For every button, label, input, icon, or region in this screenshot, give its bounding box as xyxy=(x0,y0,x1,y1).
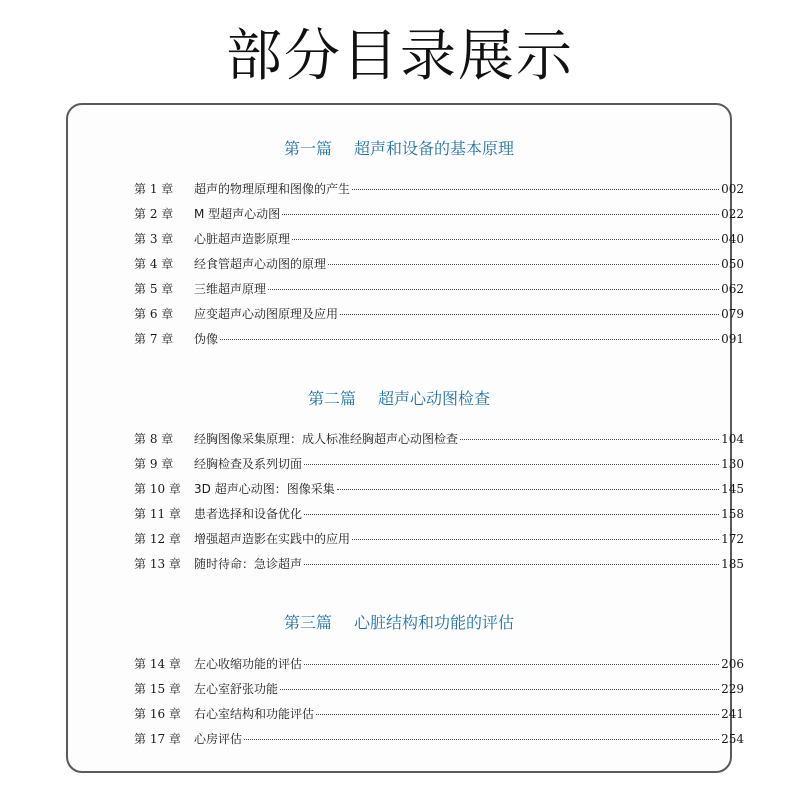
dot-leader xyxy=(337,489,719,490)
chapter-title: 经胸检查及系列切面 xyxy=(194,457,303,471)
chapter-number: 第 14 章 xyxy=(134,657,181,671)
part-name: 心脏结构和功能的评估 xyxy=(354,613,515,632)
toc-row[interactable] xyxy=(134,505,744,525)
page-number: 062 xyxy=(721,282,744,296)
chapter-number: 第 13 章 xyxy=(134,557,181,571)
dot-leader xyxy=(328,264,719,265)
dot-leader xyxy=(352,189,719,190)
part-label: 第三篇 xyxy=(283,613,332,632)
chapter-title: 三维超声原理 xyxy=(194,282,267,296)
page-number: 185 xyxy=(721,557,744,571)
page-number: 079 xyxy=(721,307,744,321)
dot-leader xyxy=(352,539,719,540)
page-number: 145 xyxy=(721,482,744,496)
dot-leader xyxy=(280,689,719,690)
part-label: 第二篇 xyxy=(307,389,356,408)
toc-row[interactable] xyxy=(134,455,744,475)
dot-leader xyxy=(268,289,719,290)
part-name: 超声和设备的基本原理 xyxy=(354,139,515,158)
part-title-2 xyxy=(68,386,730,409)
dot-leader xyxy=(304,564,719,565)
toc-row[interactable] xyxy=(134,330,744,350)
chapter-number: 第 3 章 xyxy=(134,232,174,246)
toc-row[interactable] xyxy=(134,180,744,200)
chapter-title: 应变超声心动图原理及应用 xyxy=(194,307,339,321)
dot-leader xyxy=(244,739,719,740)
chapter-title: 随时待命：急诊超声 xyxy=(194,557,303,571)
chapter-title: 心脏超声造影原理 xyxy=(194,232,291,246)
toc-panel xyxy=(66,103,744,773)
toc-row[interactable] xyxy=(134,730,744,750)
toc-row[interactable] xyxy=(134,555,744,575)
part-title-1 xyxy=(68,136,730,159)
chapter-title: 3D 超声心动图：图像采集 xyxy=(194,482,335,496)
chapter-number: 第 6 章 xyxy=(134,307,174,321)
page-number: 130 xyxy=(721,457,744,471)
chapter-title: M 型超声心动图 xyxy=(194,207,281,221)
chapter-number: 第 7 章 xyxy=(134,332,174,346)
dot-leader xyxy=(220,339,719,340)
page-number: 172 xyxy=(721,532,744,546)
toc-row[interactable] xyxy=(134,705,744,725)
toc-row[interactable] xyxy=(134,430,744,450)
chapter-number: 第 12 章 xyxy=(134,532,181,546)
chapter-title: 伪像 xyxy=(194,332,219,346)
chapter-number: 第 9 章 xyxy=(134,457,174,471)
chapter-number: 第 16 章 xyxy=(134,707,181,721)
page-number: 040 xyxy=(721,232,744,246)
chapter-number: 第 17 章 xyxy=(134,732,181,746)
chapter-number: 第 2 章 xyxy=(134,207,174,221)
page-number: 002 xyxy=(721,182,744,196)
part-name: 超声心动图检查 xyxy=(378,389,491,408)
chapter-number: 第 4 章 xyxy=(134,257,174,271)
chapter-title: 左心室舒张功能 xyxy=(194,682,279,696)
toc-row[interactable] xyxy=(134,255,744,275)
toc-row[interactable] xyxy=(134,205,744,225)
dot-leader xyxy=(282,214,719,215)
dot-leader xyxy=(292,239,719,240)
toc-row[interactable] xyxy=(134,680,744,700)
dot-leader xyxy=(460,439,719,440)
part-label: 第一篇 xyxy=(283,139,332,158)
page-number: 254 xyxy=(721,732,744,746)
chapter-title: 经胸图像采集原理：成人标准经胸超声心动图检查 xyxy=(194,432,459,446)
chapter-title: 患者选择和设备优化 xyxy=(194,507,303,521)
page-number: 241 xyxy=(721,707,744,721)
page-number: 104 xyxy=(721,432,744,446)
chapter-title: 心房评估 xyxy=(194,732,243,746)
chapter-number: 第 1 章 xyxy=(134,182,174,196)
page-number: 229 xyxy=(721,682,744,696)
dot-leader xyxy=(304,514,719,515)
page-number: 091 xyxy=(721,332,744,346)
toc-row[interactable] xyxy=(134,530,744,550)
toc-row[interactable] xyxy=(134,305,744,325)
dot-leader xyxy=(316,714,719,715)
chapter-title: 左心收缩功能的评估 xyxy=(194,657,303,671)
page-number: 158 xyxy=(721,507,744,521)
dot-leader xyxy=(304,464,719,465)
toc-row[interactable] xyxy=(134,655,744,675)
chapter-title: 经食管超声心动图的原理 xyxy=(194,257,327,271)
dot-leader xyxy=(304,664,719,665)
chapter-number: 第 10 章 xyxy=(134,482,181,496)
chapter-title: 增强超声造影在实践中的应用 xyxy=(194,532,351,546)
page-number: 022 xyxy=(721,207,744,221)
page-heading: 部分目录展示 xyxy=(226,24,574,89)
page-number: 050 xyxy=(721,257,744,271)
chapter-title: 超声的物理原理和图像的产生 xyxy=(194,182,351,196)
toc-row[interactable] xyxy=(134,230,744,250)
chapter-title: 右心室结构和功能评估 xyxy=(194,707,315,721)
toc-row[interactable] xyxy=(134,480,744,500)
chapter-number: 第 15 章 xyxy=(134,682,181,696)
toc-row[interactable] xyxy=(134,280,744,300)
chapter-number: 第 5 章 xyxy=(134,282,174,296)
page-number: 206 xyxy=(721,657,744,671)
part-title-3 xyxy=(68,610,730,633)
chapter-number: 第 11 章 xyxy=(134,507,181,521)
dot-leader xyxy=(340,314,719,315)
chapter-number: 第 8 章 xyxy=(134,432,174,446)
